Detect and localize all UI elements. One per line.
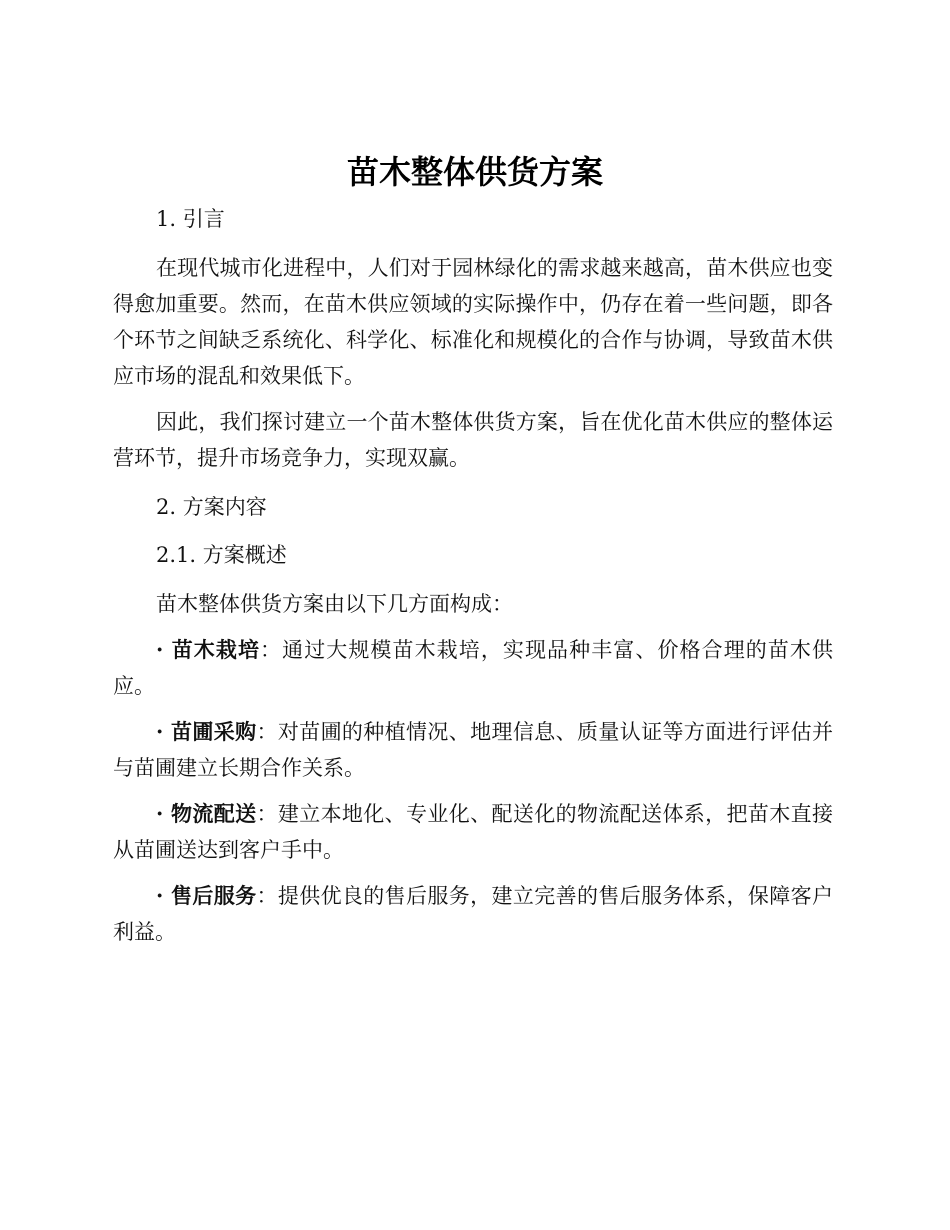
section-1-paragraph-2: 因此，我们探讨建立一个苗木整体供货方案，旨在优化苗木供应的整体运营环节，提升市场竞争力，实现双赢。 — [113, 410, 833, 470]
bullet-item — [113, 878, 833, 950]
bullet-key: · 苗木栽培 — [156, 637, 261, 662]
document-title: 苗木整体供货方案 — [346, 153, 603, 191]
bullet-text: ：对苗圃的种植情况、地理信息、质量认证等方面进行评估并与苗圃建立长期合作关系。 — [113, 720, 834, 780]
document-body — [113, 202, 833, 950]
section-1-heading: 1. 引言 — [156, 207, 225, 231]
section-2-heading: 2. 方案内容 — [156, 495, 267, 519]
bullet-key: · 苗圃采购 — [156, 719, 257, 744]
bullet-text: ：建立本地化、专业化、配送化的物流配送体系，把苗木直接从苗圃送达到客户手中。 — [113, 802, 834, 862]
section-2-1-intro: 苗木整体供货方案由以下几方面构成： — [156, 592, 513, 616]
bullet-key: · 物流配送 — [156, 801, 257, 826]
bullet-text: ：提供优良的售后服务，建立完善的售后服务体系，保障客户利益。 — [113, 884, 834, 944]
bullet-item — [113, 632, 833, 704]
section-2-1-heading: 2.1. 方案概述 — [156, 543, 287, 567]
bullet-text: ：通过大规模苗木栽培，实现品种丰富、价格合理的苗木供应。 — [113, 638, 834, 698]
bullet-key: · 售后服务 — [156, 883, 257, 908]
bullet-item — [113, 796, 833, 868]
section-1-paragraph-1: 在现代城市化进程中，人们对于园林绿化的需求越来越高，苗木供应也变得愈加重要。然而，在苗木供应领域的实际操作中，仍存在着一些问题，即各个环节之间缺乏系统化、科学化、标准化和规模化的合作与协调，导致苗木供应市场的混乱和效果低下。 — [113, 256, 833, 388]
bullet-item — [113, 714, 833, 786]
